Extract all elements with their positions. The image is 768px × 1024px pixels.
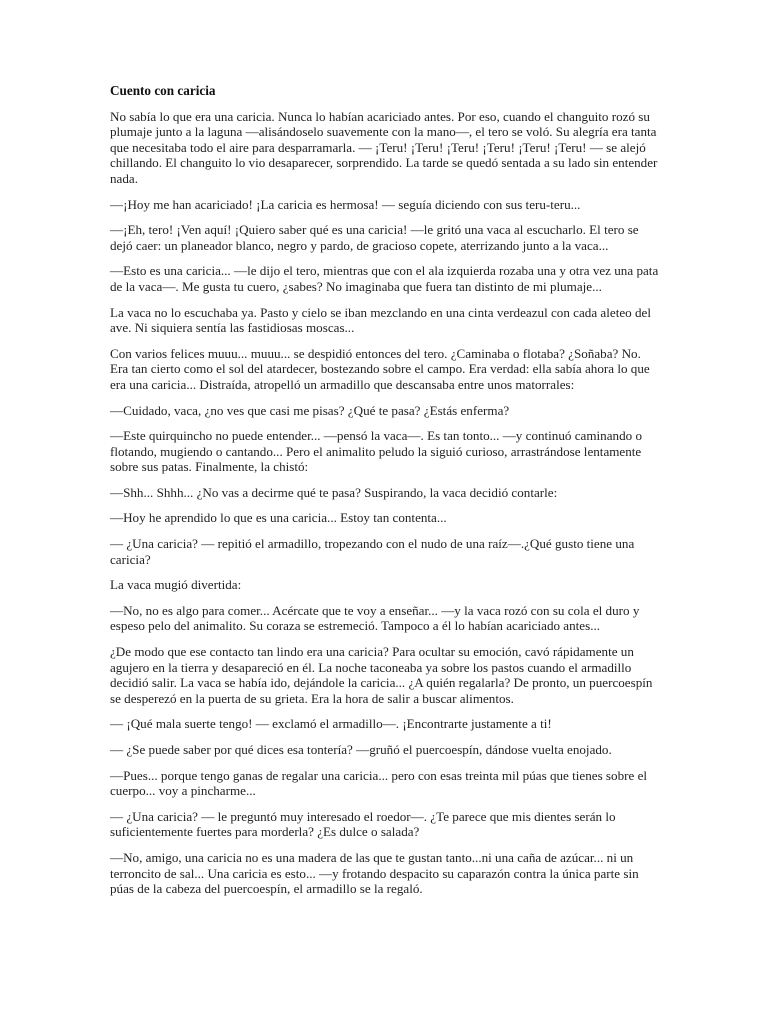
paragraph: —Pues... porque tengo ganas de regalar una caricia... pero con esas treinta mil púas que tienes sobre el cuerpo... voy a pincharme... bbox=[110, 767, 648, 799]
paragraph: —Cuidado, vaca, ¿no ves que casi me pisas? ¿Qué te pasa? ¿Estás enferma? bbox=[110, 402, 510, 418]
story-title: Cuento con caricia bbox=[110, 83, 216, 98]
paragraph: ¿De modo que ese contacto tan lindo era una caricia? Para ocultar su emoción, cavó rápidamente un agujero en la tierra y desapareció en él. La noche taconeaba ya sobre los pastos cuando el armadillo decidió salir. La vaca se había ido, dejándole la caricia... ¿A quién regalarla? De pronto, un puercoespín se desperezó en la puerta de su grieta. Era la hora de salir a buscar alimentos. bbox=[110, 644, 653, 706]
paragraph: —Este quirquincho no puede entender... —pensó la vaca—. Es tan tonto... —y continuó caminando o flotando, mugiendo o cantando... Pero el animalito peludo la siguió curioso, arrastrándose lentamente sobre sus patas. Finalmente, la chistó: bbox=[110, 428, 642, 475]
paragraph: La vaca mugió divertida: bbox=[110, 577, 242, 593]
paragraph: — ¿Una caricia? — le preguntó muy interesado el roedor—. ¿Te parece que mis dientes serán lo suficientemente fuertes para morderla? ¿Es dulce o salada? bbox=[110, 808, 616, 840]
document-page bbox=[110, 83, 662, 907]
paragraph: —Hoy he aprendido lo que es una caricia... Estoy tan contenta... bbox=[110, 510, 447, 526]
paragraph: —Shh... Shhh... ¿No vas a decirme qué te pasa? Suspirando, la vaca decidió contarle: bbox=[110, 484, 558, 500]
paragraph: —¡Eh, tero! ¡Ven aquí! ¡Quiero saber qué es una caricia! —le gritó una vaca al escucharlo. El tero se dejó caer: un planeador blanco, negro y pardo, de gracioso copete, aterrizando junto a la vaca... bbox=[110, 222, 639, 253]
paragraph: — ¿Se puede saber por qué dices esa tontería? —gruñó el puercoespín, dándose vuelta enojado. bbox=[110, 742, 612, 757]
paragraph: Con varios felices muuu... muuu... se despidió entonces del tero. ¿Caminaba o flotaba? ¿Soñaba? No. Era tan cierto como el sol del atardecer, bostezando sobre el campo. Era verdad: ella sabía ahora lo que era una caricia... Distraída, atropelló un armadillo que descansaba entre unos matorrales: bbox=[110, 345, 650, 392]
paragraph: — ¿Una caricia? — repitió el armadillo, tropezando con el nudo de una raíz—.¿Qué gusto tiene una caricia? bbox=[110, 536, 635, 567]
paragraph: No sabía lo que era una caricia. Nunca lo habían acariciado antes. Por eso, cuando el changuito rozó su plumaje junto a la laguna —alisándoselo suavemente con la mano—, el tero se voló. Su alegría era tanta que necesitaba todo el aire para desparramarla. — ¡Teru! ¡Teru! ¡Teru! ¡Teru! ¡Teru! ¡Teru! — se alejó chillando. El changuito lo vio desaparecer, sorprendido. La tarde se quedó sentada a su lado sin entender nada. bbox=[110, 108, 658, 186]
paragraph: —No, no es algo para comer... Acércate que te voy a enseñar... —y la vaca rozó con su cola el duro y espeso pelo del animalito. Su coraza se estremeció. Tampoco a él lo habían acariciado antes... bbox=[110, 602, 640, 634]
paragraph: —Esto es una caricia... —le dijo el tero, mientras que con el ala izquierda rozaba una y otra vez una pata de la vaca—. Me gusta tu cuero, ¿sabes? No imaginaba que fuera tan distinto de mi plumaje... bbox=[110, 263, 659, 294]
paragraph: — ¡Qué mala suerte tengo! — exclamó el armadillo—. ¡Encontrarte justamente a ti! bbox=[110, 716, 552, 732]
paragraph: La vaca no lo escuchaba ya. Pasto y cielo se iban mezclando en una cinta verdeazul con cada aleteo del ave. Ni siquiera sentía las fastidiosas moscas... bbox=[110, 304, 651, 336]
paragraph: —No, amigo, una caricia no es una madera de las que te gustan tanto...ni una caña de azúcar... ni un terroncito de sal... Una caricia es esto... —y frotando despacito su caparazón contra la única parte sin púas de la cabeza del puercoespín, el armadillo se la regaló. bbox=[110, 849, 639, 897]
paragraph: —¡Hoy me han acariciado! ¡La caricia es hermosa! — seguía diciendo con sus teru-teru... bbox=[110, 196, 581, 212]
